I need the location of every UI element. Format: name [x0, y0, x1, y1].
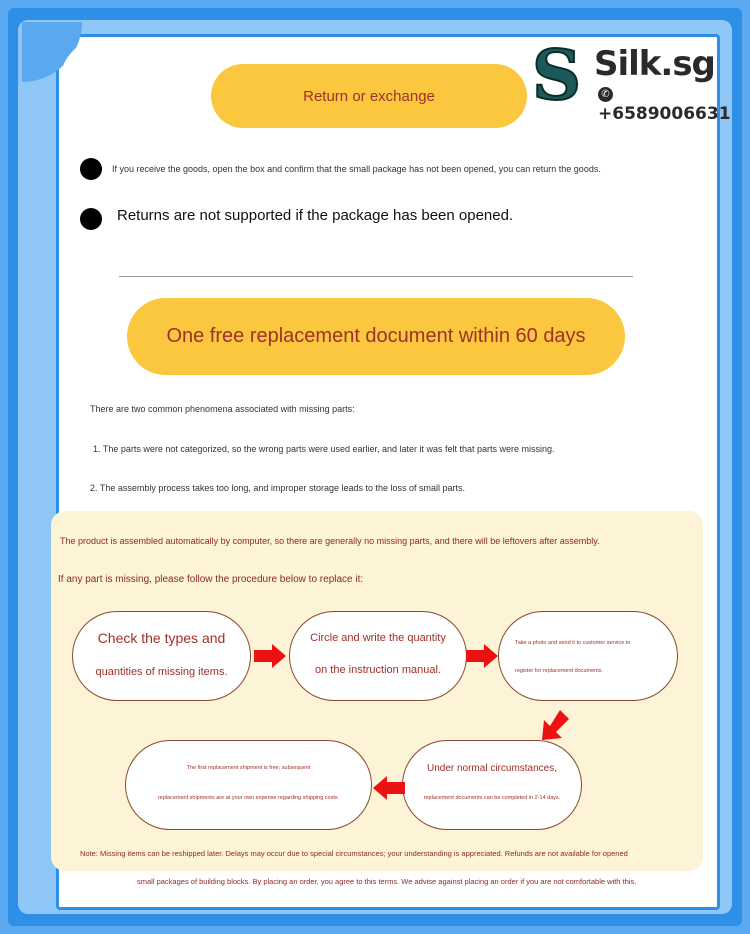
missing-reason-2: 2. The assembly process takes too long, and improper storage leads to the loss of small parts. — [90, 483, 466, 493]
logo-phone-number: +6589006631 — [598, 104, 731, 124]
logo-brand-name: Silk.sg — [594, 44, 715, 84]
missing-parts-intro: There are two common phenomena associated with missing parts: — [90, 404, 355, 414]
step-3-line-1: Take a photo and send it to customer service to — [515, 640, 631, 646]
step-2-line-1: Circle and write the quantity — [310, 632, 446, 644]
section-divider — [119, 276, 633, 277]
logo-letter: S — [532, 36, 582, 116]
procedure-instruction: If any part is missing, please follow the procedure below to replace it: — [58, 574, 364, 585]
replacement-title: One free replacement document within 60 days — [127, 298, 625, 375]
return-exchange-title: Return or exchange — [211, 64, 527, 128]
step-2-line-2: on the instruction manual. — [315, 664, 441, 676]
bullet-dot-2 — [80, 208, 102, 230]
step-1-line-2: quantities of missing items. — [95, 666, 228, 678]
step-4-line-2: replacement documents can be completed in 2-14 days. — [423, 795, 561, 801]
step-5-line-1: The first replacement shipment is free; subsequent — [186, 765, 311, 771]
step-3-line-2: register for replacement documents. — [515, 668, 604, 674]
return-bullet-2: Returns are not supported if the package has been opened. — [117, 207, 514, 224]
step-1-line-1: Check the types and — [97, 630, 226, 646]
logo-phone-line — [598, 84, 731, 124]
missing-reason-1: 1. The parts were not categorized, so the wrong parts were used earlier, and later it was felt that parts were missing. — [93, 444, 555, 454]
arrow-right-icon — [466, 644, 500, 668]
arrow-left-icon — [371, 776, 405, 800]
step-processing-time — [402, 740, 582, 830]
note-line-1: Note: Missing items can be reshipped later. Delays may occur due to special circumstances; your understanding is appreciated. Refunds are not available for opened — [80, 849, 628, 858]
assembly-statement: The product is assembled automatically by computer, so there are generally no missing parts, and there will be leftovers after assembly. — [60, 536, 600, 546]
arrow-down-left-icon — [540, 710, 570, 742]
silk-logo — [532, 36, 731, 124]
arrow-right-icon — [254, 644, 288, 668]
note-line-2: small packages of building blocks. By placing an order, you agree to this terms. We advise against placing an order if you are not comfortable with this. — [137, 877, 637, 886]
bullet-dot-1 — [80, 158, 102, 180]
step-circle-quantity — [289, 611, 467, 701]
step-shipping-cost — [125, 740, 372, 830]
step-4-line-1: Under normal circumstances, — [426, 763, 558, 774]
step-5-line-2: replacement shipments are at your own expense regarding shipping costs. — [157, 795, 340, 801]
step-check-items — [72, 611, 251, 701]
whatsapp-icon: ✆ — [598, 87, 613, 102]
step-send-photo — [498, 611, 678, 701]
return-bullet-1: If you receive the goods, open the box and confirm that the small package has not been opened, you can return the goods. — [112, 164, 601, 174]
